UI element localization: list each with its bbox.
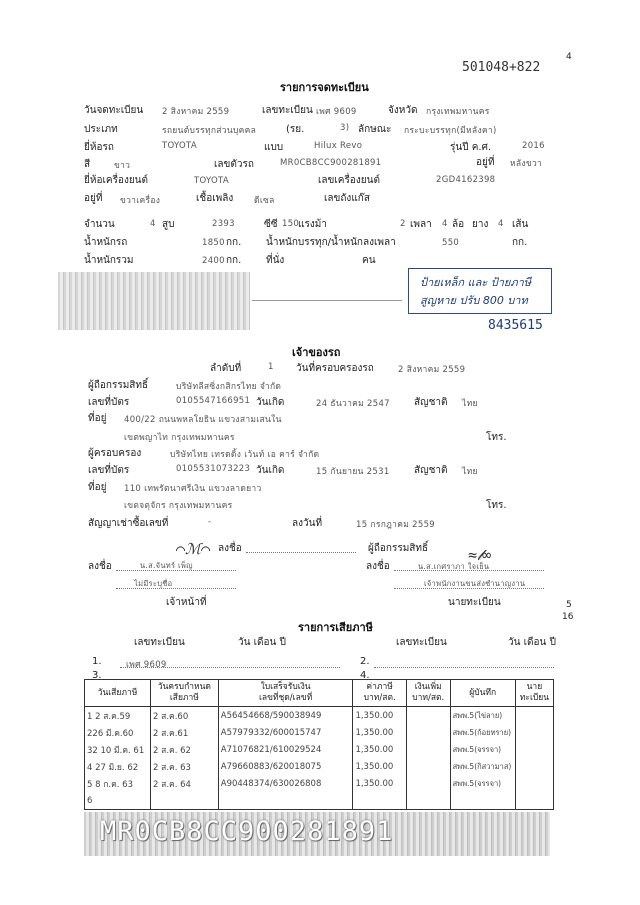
tires-label: ยาง xyxy=(472,219,489,230)
page-mark: 4 xyxy=(566,52,572,62)
due-cell: 2 ส.ค. 62 xyxy=(151,741,219,758)
engine-at-value: ขวาเครื่อง xyxy=(120,196,161,206)
cyl-label: จำนวน xyxy=(84,219,115,230)
extra-cell xyxy=(406,758,450,775)
col-due: วันครบกำหนด เสียภาษี xyxy=(151,680,219,707)
tax-hdr-date-1: วัน เดือน ปี xyxy=(238,637,286,648)
tax-cell: 1,350.00 xyxy=(353,707,406,725)
lease-value: - xyxy=(208,517,212,527)
tax-list-line-1 xyxy=(120,667,340,668)
weight-unit: กก. xyxy=(226,237,242,248)
possessor-name: บริษัทไทย เทรดดิ้ง เว้นท์ เอ คาร์ จำกัด xyxy=(170,450,320,460)
reg-date-label: วันจดทะเบียน xyxy=(84,105,144,116)
receipt-cell: A56454668/590038949 xyxy=(218,707,353,725)
possessor-addr-label: ที่อยู่ xyxy=(88,482,107,493)
table-row xyxy=(85,707,554,725)
tax-header-row xyxy=(85,680,554,707)
engine-no-label: เลขเครื่องยนต์ xyxy=(318,175,380,186)
cyl-unit: สูบ xyxy=(162,219,175,230)
chassis-rubbing-text: MR0CB8CC900281891 xyxy=(100,816,394,847)
possess-value: 2 สิงหาคม 2559 xyxy=(398,365,466,375)
lease-date-label: ลงวันที่ xyxy=(292,518,323,529)
owner-label: ผู้ถือกรรมสิทธิ์ xyxy=(88,380,149,391)
rye-value: 3) xyxy=(340,123,350,133)
cyl-value: 4 xyxy=(150,219,156,229)
due-cell: 2 ส.ค.60 xyxy=(151,707,219,725)
registrar-cell xyxy=(515,741,553,758)
cc-value: 2393 xyxy=(212,219,235,229)
gross-value: 2400 xyxy=(202,256,225,266)
body-label: ลักษณะ xyxy=(358,124,392,135)
page-mark-5: 5 xyxy=(566,600,572,610)
province-value: กรุงเทพมหานคร xyxy=(426,107,490,117)
owner-name: บริษัทลีสซิ่งกสิกรไทย จำกัด xyxy=(176,382,282,392)
hp-label: แรงม้า xyxy=(298,219,327,230)
registrar-cell xyxy=(515,792,553,810)
axles-label: เพลา xyxy=(410,219,432,230)
owner-addr-label: ที่อยู่ xyxy=(88,413,107,424)
chassis-value: MR0CB8CC900281891 xyxy=(280,158,382,168)
chassis-at-value: หลังขวา xyxy=(510,159,543,169)
receipt-cell: A90448374/630026808 xyxy=(218,775,353,792)
tax-list-plate-1: เพศ 9609 xyxy=(126,660,167,670)
possessor-id-label: เลขที่บัตร xyxy=(88,465,130,476)
model-label: แบบ xyxy=(264,142,284,153)
recorder-cell xyxy=(450,792,515,810)
paid-cell: 4 27 มิ.ย. 62 xyxy=(85,758,151,775)
page-mark-16: 16 xyxy=(562,612,574,622)
tax-list-no-2: 2. xyxy=(360,656,370,667)
due-cell: 2 ส.ค. 64 xyxy=(151,775,219,792)
recorder-cell: สพพ.5(ก้อยทราย) xyxy=(450,724,515,741)
fuel-label: เชื้อเพลิง xyxy=(196,193,234,204)
tires-unit: เส้น xyxy=(512,219,529,230)
table-row xyxy=(85,758,554,775)
load-unit: กก. xyxy=(512,237,528,248)
engine-at-label: อยู่ที่ xyxy=(84,193,103,204)
tax-table xyxy=(84,679,554,810)
owner-id: 0105547166951 xyxy=(176,396,251,406)
table-row xyxy=(85,775,554,792)
registrar-cell xyxy=(515,775,553,792)
officer-label: เจ้าหน้าที่ xyxy=(166,597,207,608)
tax-cell: 1,350.00 xyxy=(353,741,406,758)
recorder-cell: สพพ.5(กิสวามาส) xyxy=(450,758,515,775)
extra-cell xyxy=(406,792,450,810)
chassis-label: เลขตัวรถ xyxy=(214,159,254,170)
due-cell: 2 ส.ค.61 xyxy=(151,724,219,741)
owner-nat: ไทย xyxy=(462,399,478,409)
recorder-cell: สพพ.5(จรรจา) xyxy=(450,775,515,792)
tax-cell: 1,350.00 xyxy=(353,775,406,792)
weight-label: น้ำหนักรถ xyxy=(84,237,128,248)
paid-cell: 226 มี.ค.60 xyxy=(85,724,151,741)
registrar-cell xyxy=(515,758,553,775)
paid-cell: 6 xyxy=(85,792,151,810)
tax-cell: 1,350.00 xyxy=(353,758,406,775)
possessor-id: 0105531073223 xyxy=(176,464,251,474)
load-value: 550 xyxy=(442,238,460,248)
plate-value: เพศ 9609 xyxy=(316,107,357,117)
weight-value: 1850 xyxy=(202,238,225,248)
col-tax: ค่าภาษี บาท/สต. xyxy=(353,680,406,707)
reg-date-value: 2 สิงหาคม 2559 xyxy=(162,107,230,117)
sign-right-name: น.ส.เกศราภา ใจเย็น xyxy=(418,562,490,571)
engine-no-value: 2GD4162398 xyxy=(436,175,496,185)
color-label: สี xyxy=(84,159,91,170)
possessor-nat: ไทย xyxy=(462,467,478,477)
rye-label: (รย. xyxy=(286,124,305,135)
receipt-cell: A57979332/600015747 xyxy=(218,724,353,741)
registration-title: รายการจดทะเบียน xyxy=(280,81,369,94)
registrar-cell xyxy=(515,724,553,741)
stamp-line2: สูญหาย ปรับ 800 บาท xyxy=(420,294,528,307)
col-receipt: ใบเสร็จรับเงิน เลขที่ชุด/เลขที่ xyxy=(218,680,353,707)
wheels-label: ล้อ xyxy=(452,219,465,230)
scanned-patch xyxy=(58,272,250,330)
sign-label-3: ลงชื่อ xyxy=(366,561,390,572)
possessor-dob-label: วันเกิด xyxy=(256,465,285,476)
table-row xyxy=(85,741,554,758)
registrar-signature: ≈𝓁∞ xyxy=(468,546,492,564)
sign-left-pos: ไม่มีระบุชื่อ xyxy=(134,579,173,588)
order-value: 1 xyxy=(268,362,274,372)
possessor-addr2: เขตจตุจักร กรุงเทพมหานคร xyxy=(124,501,233,511)
chassis-at-label: อยู่ที่ xyxy=(476,157,495,168)
engine-brand-label: ยี่ห้อเครื่องยนต์ xyxy=(84,175,149,186)
year-value: 2016 xyxy=(522,141,545,151)
receipt-cell: A79660883/620018075 xyxy=(218,758,353,775)
possessor-nat-label: สัญชาติ xyxy=(414,465,448,476)
owner-tel-label: โทร. xyxy=(486,432,507,443)
pos-line-2 xyxy=(394,588,544,589)
sign-owner-label: ผู้ถือกรรมสิทธิ์ xyxy=(368,543,429,554)
col-recorder: ผู้บันทึก xyxy=(450,680,515,707)
owner-dob-label: วันเกิด xyxy=(256,397,285,408)
officer-signature: ⌒ℳ⌒ xyxy=(176,540,211,558)
possessor-addr1: 110 เทพรัตนาศรีเงิน แขวงลาดยาว xyxy=(124,484,262,494)
doc-number: 501048+822 xyxy=(462,60,541,75)
owner-id-label: เลขที่บัตร xyxy=(88,397,130,408)
seats-label: ที่นั่ง xyxy=(266,255,285,266)
extra-cell xyxy=(406,724,450,741)
tax-hdr-plate-2: เลขทะเบียน xyxy=(396,637,447,648)
paid-cell: 32 10 มี.ค. 61 xyxy=(85,741,151,758)
paid-cell: 1 2 ส.ค.59 xyxy=(85,707,151,725)
stamp-line1: ป้ายเหล็ก และ ป้ายภาษี xyxy=(420,276,532,289)
tax-list-no-3: 3. xyxy=(92,670,102,681)
possessor-tel-label: โทร. xyxy=(486,500,507,511)
sign-line-1 xyxy=(246,552,356,553)
sign-left-name: น.ส.จันทร์ เพ็ญ xyxy=(140,561,193,570)
receipt-cell: A71076821/610029524 xyxy=(218,741,353,758)
lease-label: สัญญาเช่าซื้อเลขที่ xyxy=(88,518,169,529)
pos-line-1 xyxy=(116,588,236,589)
possessor-dob: 15 กันยายน 2531 xyxy=(316,467,390,477)
table-row xyxy=(85,792,554,810)
cc-label: ซีซี xyxy=(264,219,278,230)
owner-addr1: 400/22 ถนนพหลโยธิน แขวงสามเสนใน xyxy=(124,415,282,425)
axles-value: 2 xyxy=(400,219,406,229)
model-value: Hilux Revo xyxy=(314,141,363,151)
wheels-value: 4 xyxy=(442,219,448,229)
gas-label: เลขถังแก๊ส xyxy=(324,193,370,204)
hp-value: 150 xyxy=(282,219,300,229)
sign-label-1: ลงชื่อ xyxy=(218,543,242,554)
col-paid: วันเสียภาษี xyxy=(85,680,151,707)
owner-addr2: เขตพญาไท กรุงเทพมหานคร xyxy=(124,433,235,443)
table-row xyxy=(85,724,554,741)
tax-list-line-2 xyxy=(374,667,554,668)
extra-cell xyxy=(406,707,450,725)
type-label: ประเภท xyxy=(84,124,118,135)
tires-value: 4 xyxy=(498,219,504,229)
tax-cell: 1,350.00 xyxy=(353,724,406,741)
owner-nat-label: สัญชาติ xyxy=(414,397,448,408)
tax-hdr-date-2: วัน เดือน ปี xyxy=(508,637,556,648)
possess-label: วันที่ครอบครองรถ xyxy=(296,363,374,374)
plate-label: เลขทะเบียน xyxy=(262,105,313,116)
col-extra: เงินเพิ่ม บาท/สต. xyxy=(406,680,450,707)
tax-cell xyxy=(353,792,406,810)
possessor-label: ผู้ครอบครอง xyxy=(88,448,142,459)
stamp-partial-number: 8435615 xyxy=(488,318,543,333)
due-cell: 2 ส.ค. 63 xyxy=(151,758,219,775)
load-label: น้ำหนักบรรทุก/น้ำหนักลงเพลา xyxy=(266,237,396,248)
owner-dob: 24 ธันวาคม 2547 xyxy=(316,399,390,409)
registrar-cell xyxy=(515,707,553,725)
extra-cell xyxy=(406,741,450,758)
province-label: จังหวัด xyxy=(388,105,418,116)
col-registrar: นายทะเบียน xyxy=(515,680,553,707)
recorder-cell: สพพ.5(จรรจา) xyxy=(450,741,515,758)
receipt-cell xyxy=(218,792,353,810)
sign-right-pos: เจ้าพนักงานขนส่งชำนาญงาน xyxy=(424,579,526,588)
extra-cell xyxy=(406,775,450,792)
sign-label-2: ลงชื่อ xyxy=(88,561,112,572)
tax-hdr-plate-1: เลขทะเบียน xyxy=(134,637,185,648)
due-cell xyxy=(151,792,219,810)
lease-date: 15 กรกฎาคม 2559 xyxy=(356,520,435,530)
tax-list-no-4: 4. xyxy=(360,670,370,681)
order-label: ลำดับที่ xyxy=(210,363,242,374)
gross-unit: กก. xyxy=(226,255,242,266)
tax-list-no-1: 1. xyxy=(92,656,102,667)
paid-cell: 5 8 ก.ค. 63 xyxy=(85,775,151,792)
type-value: รถยนต์บรรทุกส่วนบุคคล xyxy=(162,126,257,136)
body-value: กระบะบรรทุก(มีหลังคา) xyxy=(404,126,497,136)
engine-brand-value: TOYOTA xyxy=(194,176,229,186)
tax-title: รายการเสียภาษี xyxy=(298,621,373,634)
divider xyxy=(252,300,402,301)
owner-title: เจ้าของรถ xyxy=(292,346,341,359)
brand-label: ยี่ห้อรถ xyxy=(84,142,114,153)
registrar-label: นายทะเบียน xyxy=(448,597,501,608)
color-value: ขาว xyxy=(114,161,131,171)
fuel-value: ดีเซล xyxy=(254,196,275,206)
gross-label: น้ำหนักรวม xyxy=(84,255,134,266)
year-label: รุ่นปี ค.ศ. xyxy=(450,142,492,153)
seats-unit: คน xyxy=(362,255,376,266)
brand-value: TOYOTA xyxy=(162,141,197,151)
recorder-cell: สพพ.5(ไข่ลาย) xyxy=(450,707,515,725)
